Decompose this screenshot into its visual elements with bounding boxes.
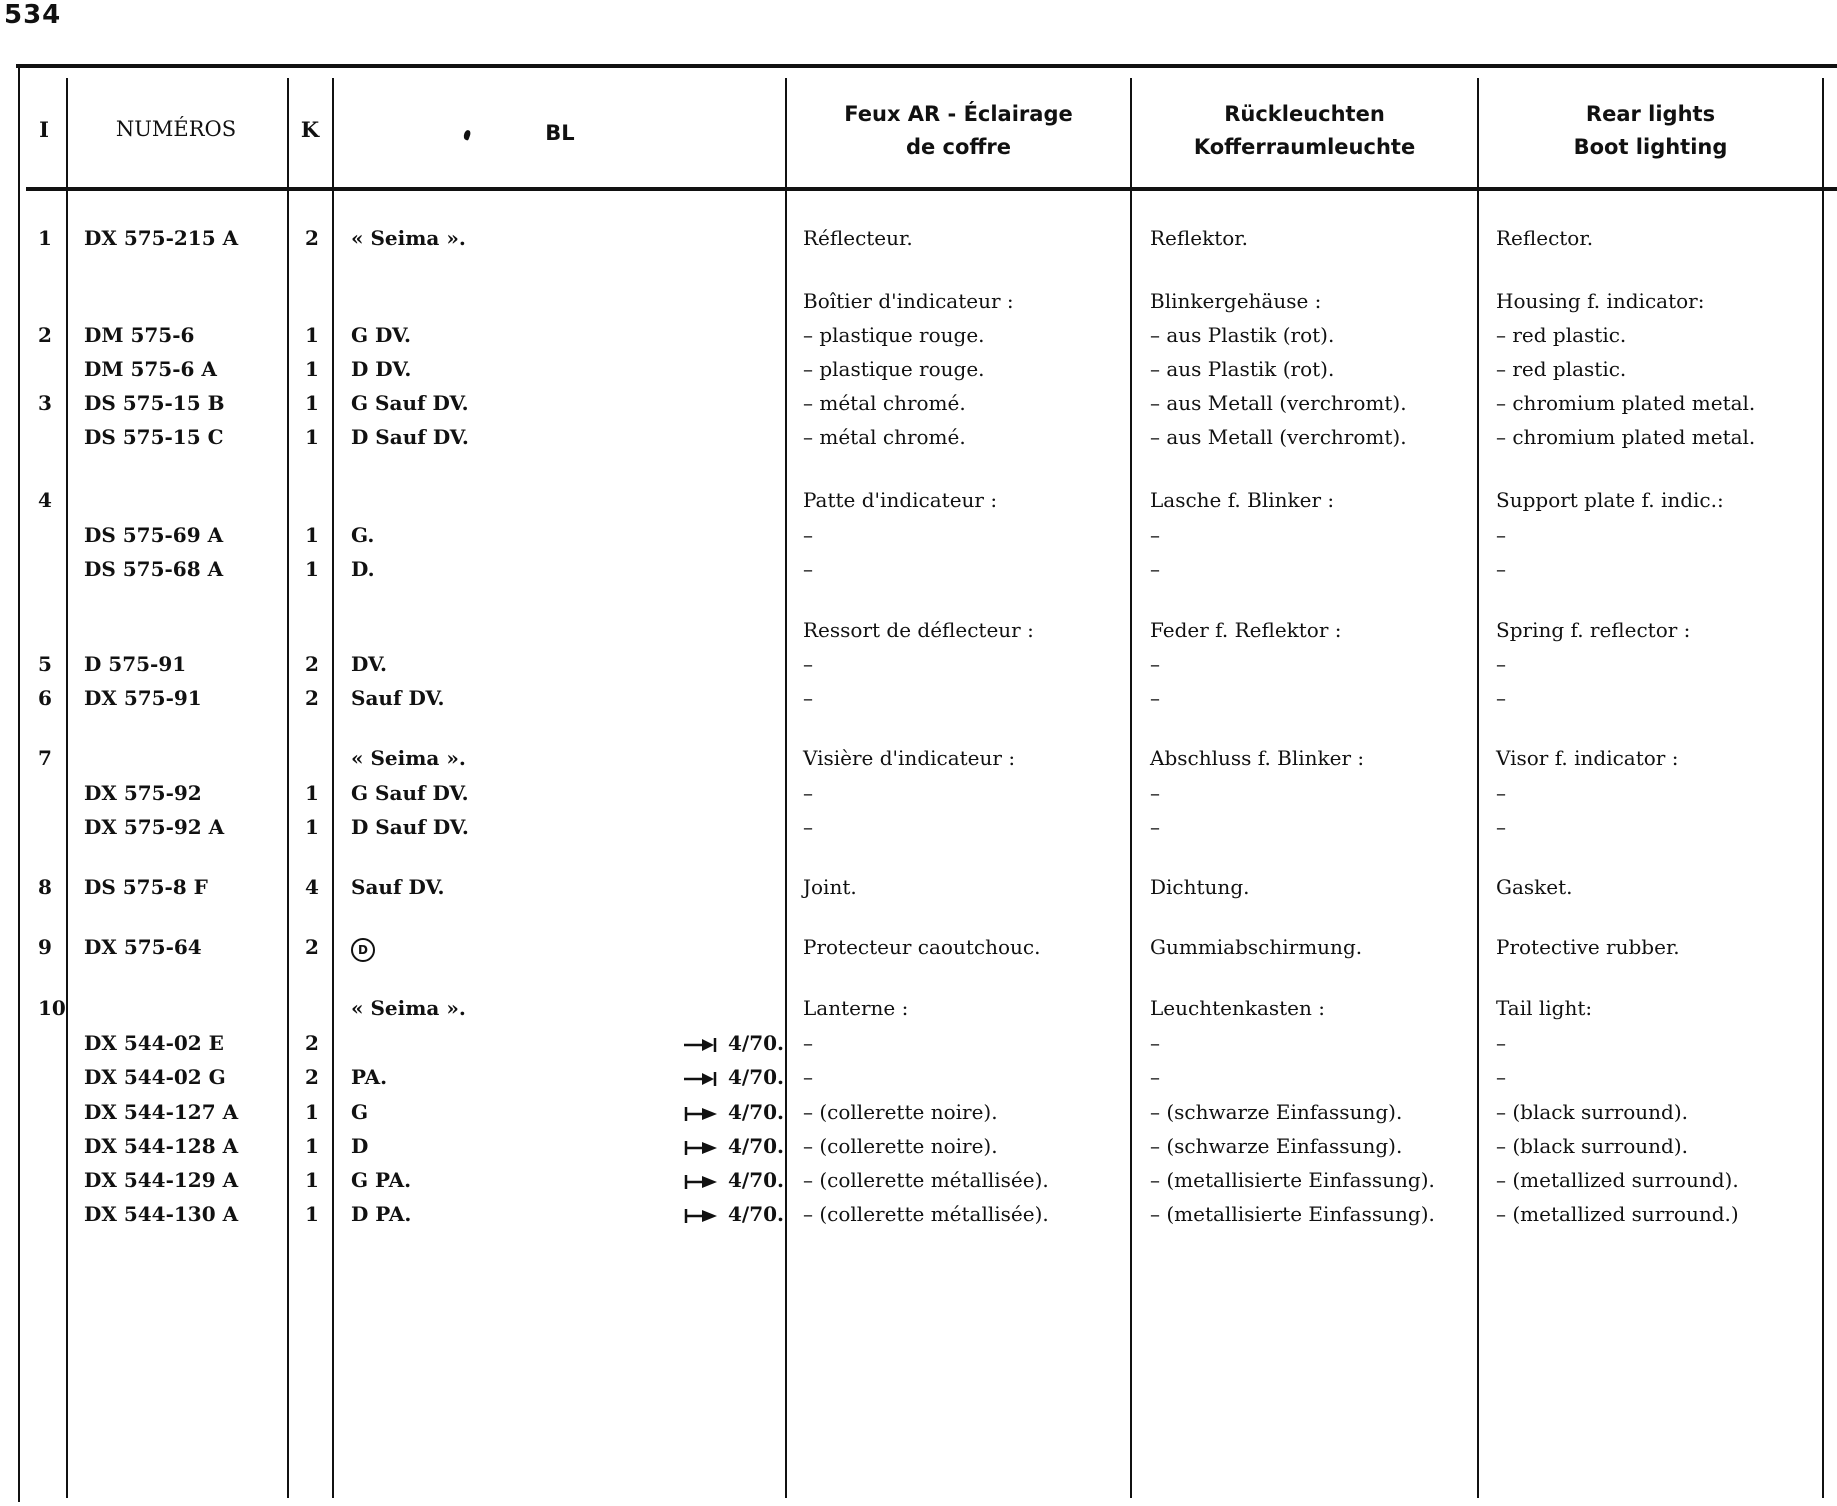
description-french: –: [803, 781, 813, 805]
arrow-until-icon: [684, 1072, 718, 1086]
part-number: DS 575-68 A: [84, 557, 224, 581]
part-number: DS 575-69 A: [84, 523, 224, 547]
description-english: –: [1496, 815, 1506, 839]
part-number: DX 544-130 A: [84, 1202, 239, 1226]
header-english-line-1: Rear lights: [1585, 102, 1716, 126]
part-number: DX 575-215 A: [84, 226, 239, 250]
description-french: –: [803, 686, 813, 710]
description-english: –: [1496, 557, 1506, 581]
description-french: Boîtier d'indicateur :: [803, 289, 1014, 313]
description-french: – (collerette métallisée).: [803, 1168, 1049, 1192]
quantity: 1: [305, 1134, 319, 1158]
description-english: Tail light:: [1496, 996, 1593, 1020]
description-english: – (black surround).: [1496, 1100, 1688, 1124]
column-divider: [287, 78, 289, 1498]
column-divider: [18, 66, 20, 1502]
description-french: Visière d'indicateur :: [803, 746, 1016, 770]
item-index: 5: [38, 652, 52, 676]
bl-note: PA.: [351, 1065, 388, 1089]
item-index: 6: [38, 686, 52, 710]
description-french: – plastique rouge.: [803, 323, 985, 347]
description-french: Lanterne :: [803, 996, 909, 1020]
bl-symbol: [351, 935, 375, 962]
description-german: –: [1150, 652, 1160, 676]
description-german: Reflektor.: [1150, 226, 1248, 250]
bl-note: D Sauf DV.: [351, 425, 469, 449]
description-german: – (metallisierte Einfassung).: [1150, 1168, 1435, 1192]
bl-note: G: [351, 1100, 369, 1124]
description-english: – (metallized surround).: [1496, 1168, 1739, 1192]
quantity: 2: [305, 686, 319, 710]
description-french: Réflecteur.: [803, 226, 913, 250]
part-number: D 575-91: [84, 652, 187, 676]
header-german-line-2: Kofferraumleuchte: [1193, 135, 1416, 159]
header-english: [1479, 98, 1822, 164]
description-english: Protective rubber.: [1496, 935, 1680, 959]
bl-note: G.: [351, 523, 375, 547]
header-french-line-2: de coffre: [905, 135, 1012, 159]
description-french: – (collerette noire).: [803, 1100, 998, 1124]
bl-note: Sauf DV.: [351, 686, 445, 710]
arrow-from-icon: [684, 1209, 718, 1223]
part-number: DX 544-02 G: [84, 1065, 226, 1089]
part-number: DM 575-6: [84, 323, 195, 347]
description-french: – (collerette métallisée).: [803, 1202, 1049, 1226]
part-number: DM 575-6 A: [84, 357, 217, 381]
description-german: –: [1150, 686, 1160, 710]
part-number: DX 544-128 A: [84, 1134, 239, 1158]
part-number: DX 544-129 A: [84, 1168, 239, 1192]
arrow-from-icon: [684, 1141, 718, 1155]
header-index: I: [39, 117, 49, 142]
change-date-text: 4/70.: [727, 1100, 784, 1124]
description-french: – (collerette noire).: [803, 1134, 998, 1158]
part-number: DS 575-8 F: [84, 875, 208, 899]
arrow-until-icon: [684, 1038, 718, 1052]
description-german: –: [1150, 523, 1160, 547]
description-english: Gasket.: [1496, 875, 1573, 899]
part-number: DS 575-15 B: [84, 391, 225, 415]
description-french: –: [803, 1065, 813, 1089]
change-date: [684, 1031, 784, 1055]
description-french: – métal chromé.: [803, 425, 966, 449]
description-english: – (black surround).: [1496, 1134, 1688, 1158]
description-french: –: [803, 1031, 813, 1055]
part-number: DX 575-91: [84, 686, 202, 710]
item-index: 2: [38, 323, 52, 347]
quantity: 1: [305, 523, 319, 547]
bl-note: D DV.: [351, 357, 412, 381]
circled-d-icon: D: [351, 938, 375, 962]
column-divider: [66, 78, 68, 1498]
description-german: –: [1150, 557, 1160, 581]
bl-note: G PA.: [351, 1168, 412, 1192]
top-rule: [16, 64, 1837, 68]
description-german: Gummiabschirmung.: [1150, 935, 1363, 959]
page-number: 534: [4, 0, 62, 30]
bl-note: D Sauf DV.: [351, 815, 469, 839]
item-index: 3: [38, 391, 52, 415]
part-number: DX 544-127 A: [84, 1100, 239, 1124]
description-english: – (metallized surround.): [1496, 1202, 1739, 1226]
change-date-text: 4/70.: [727, 1065, 784, 1089]
part-number: DX 575-64: [84, 935, 202, 959]
description-english: –: [1496, 781, 1506, 805]
bl-note: « Seima ».: [351, 746, 466, 770]
quantity: 2: [305, 652, 319, 676]
description-german: –: [1150, 815, 1160, 839]
bl-note: D.: [351, 557, 375, 581]
description-german: Feder f. Reflektor :: [1150, 618, 1342, 642]
description-german: Dichtung.: [1150, 875, 1250, 899]
change-date: [684, 1100, 784, 1124]
description-french: –: [803, 815, 813, 839]
change-date: [684, 1168, 784, 1192]
description-french: Ressort de déflecteur :: [803, 618, 1034, 642]
description-german: –: [1150, 1065, 1160, 1089]
description-german: – aus Metall (verchromt).: [1150, 425, 1407, 449]
description-english: Housing f. indicator:: [1496, 289, 1705, 313]
description-english: –: [1496, 1065, 1506, 1089]
column-divider: [785, 78, 787, 1498]
bl-note: D PA.: [351, 1202, 412, 1226]
column-divider: [332, 78, 334, 1498]
arrow-from-icon: [684, 1107, 718, 1121]
description-german: Abschluss f. Blinker :: [1150, 746, 1365, 770]
description-german: – aus Plastik (rot).: [1150, 323, 1335, 347]
bl-note: « Seima ».: [351, 226, 466, 250]
description-german: –: [1150, 781, 1160, 805]
quantity: 1: [305, 357, 319, 381]
arrow-from-icon: [684, 1175, 718, 1189]
quantity: 1: [305, 815, 319, 839]
change-date-text: 4/70.: [727, 1134, 784, 1158]
bl-note: Sauf DV.: [351, 875, 445, 899]
header-french: [787, 98, 1130, 164]
quantity: 1: [305, 781, 319, 805]
part-number: DX 575-92: [84, 781, 202, 805]
header-k: K: [300, 117, 320, 142]
description-german: – aus Plastik (rot).: [1150, 357, 1335, 381]
description-german: –: [1150, 1031, 1160, 1055]
description-english: –: [1496, 523, 1506, 547]
quantity: 2: [305, 1031, 319, 1055]
bl-note: D: [351, 1134, 369, 1158]
quantity: 2: [305, 1065, 319, 1089]
description-french: –: [803, 652, 813, 676]
quantity: 1: [305, 1168, 319, 1192]
bl-note: « Seima ».: [351, 996, 466, 1020]
quantity: 2: [305, 935, 319, 959]
header-numeros: NUMÉROS: [115, 117, 237, 141]
description-french: Joint.: [803, 875, 857, 899]
change-date-text: 4/70.: [727, 1168, 784, 1192]
header-german: [1132, 98, 1477, 164]
description-french: – métal chromé.: [803, 391, 966, 415]
description-english: –: [1496, 1031, 1506, 1055]
quantity: 1: [305, 323, 319, 347]
description-german: – (schwarze Einfassung).: [1150, 1134, 1403, 1158]
quantity: 1: [305, 425, 319, 449]
description-english: Spring f. reflector :: [1496, 618, 1691, 642]
description-english: – red plastic.: [1496, 323, 1627, 347]
item-index: 10: [38, 996, 66, 1020]
item-index: 7: [38, 746, 52, 770]
header-rule: [26, 187, 1837, 191]
item-index: 9: [38, 935, 52, 959]
quantity: 2: [305, 226, 319, 250]
description-german: – (metallisierte Einfassung).: [1150, 1202, 1435, 1226]
change-date-text: 4/70.: [727, 1031, 784, 1055]
description-english: Reflector.: [1496, 226, 1594, 250]
description-english: –: [1496, 652, 1506, 676]
description-french: –: [803, 523, 813, 547]
column-divider: [1130, 78, 1132, 1498]
bl-note: G Sauf DV.: [351, 781, 469, 805]
description-french: – plastique rouge.: [803, 357, 985, 381]
change-date: [684, 1134, 784, 1158]
item-index: 4: [38, 488, 52, 512]
header-german-line-1: Rückleuchten: [1224, 102, 1385, 126]
description-german: Lasche f. Blinker :: [1150, 488, 1335, 512]
quantity: 1: [305, 1202, 319, 1226]
description-german: Leuchtenkasten :: [1150, 996, 1325, 1020]
quantity: 1: [305, 391, 319, 415]
description-french: Patte d'indicateur :: [803, 488, 998, 512]
item-index: 8: [38, 875, 52, 899]
header-french-line-1: Feux AR - Éclairage: [844, 102, 1073, 126]
description-english: Visor f. indicator :: [1496, 746, 1679, 770]
description-french: –: [803, 557, 813, 581]
description-english: Support plate f. indic.:: [1496, 488, 1724, 512]
description-english: – chromium plated metal.: [1496, 391, 1756, 415]
description-english: –: [1496, 686, 1506, 710]
description-english: – chromium plated metal.: [1496, 425, 1756, 449]
header-bl-mark: [462, 129, 471, 140]
column-divider: [1477, 78, 1479, 1498]
part-number: DS 575-15 C: [84, 425, 224, 449]
change-date-text: 4/70.: [727, 1202, 784, 1226]
bl-note: DV.: [351, 652, 387, 676]
description-english: – red plastic.: [1496, 357, 1627, 381]
header-bl: BL: [545, 121, 575, 145]
column-divider: [1822, 78, 1824, 1498]
part-number: DX 544-02 E: [84, 1031, 224, 1055]
description-german: – (schwarze Einfassung).: [1150, 1100, 1403, 1124]
description-german: – aus Metall (verchromt).: [1150, 391, 1407, 415]
change-date: [684, 1202, 784, 1226]
bl-note: G DV.: [351, 323, 412, 347]
description-german: Blinkergehäuse :: [1150, 289, 1322, 313]
part-number: DX 575-92 A: [84, 815, 225, 839]
description-french: Protecteur caoutchouc.: [803, 935, 1041, 959]
item-index: 1: [38, 226, 52, 250]
header-english-line-2: Boot lighting: [1573, 135, 1728, 159]
bl-note: G Sauf DV.: [351, 391, 469, 415]
change-date: [684, 1065, 784, 1089]
quantity: 4: [305, 875, 319, 899]
quantity: 1: [305, 1100, 319, 1124]
quantity: 1: [305, 557, 319, 581]
